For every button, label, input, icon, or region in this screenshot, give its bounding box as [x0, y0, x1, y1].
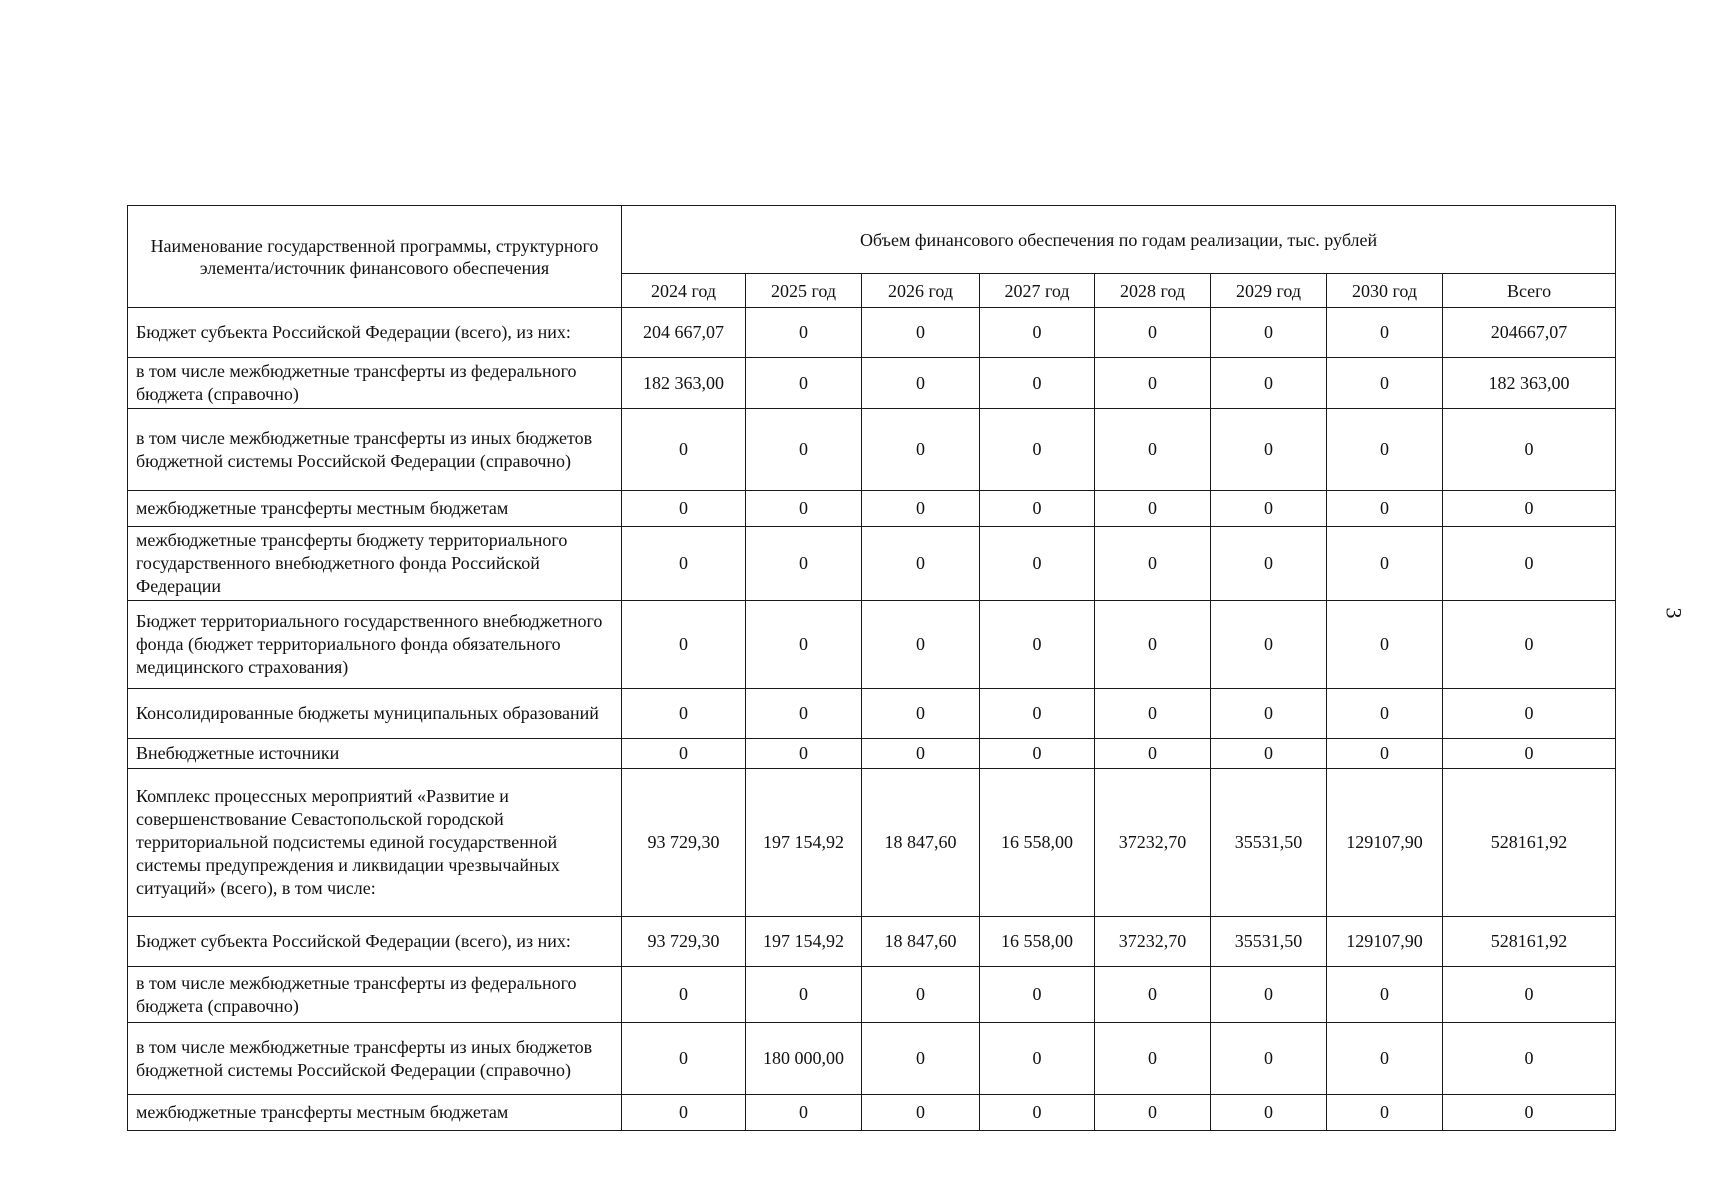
row-value-cell: 0 [746, 601, 862, 689]
row-value-cell: 0 [622, 601, 746, 689]
row-value-cell: 0 [1327, 308, 1443, 358]
table-row [128, 967, 1616, 1023]
row-total-cell: 0 [1443, 527, 1616, 601]
row-label: межбюджетные трансферты местным бюджетам [128, 1095, 622, 1131]
table-row [128, 491, 1616, 527]
row-value-cell: 0 [1327, 358, 1443, 409]
table-row [128, 917, 1616, 967]
row-value-cell: 0 [622, 967, 746, 1023]
row-value-cell: 37232,70 [1095, 769, 1211, 917]
row-value-cell: 0 [622, 1095, 746, 1131]
row-label: межбюджетные трансферты местным бюджетам [128, 491, 622, 527]
row-value-cell: 0 [1327, 689, 1443, 739]
year-header: 2028 год [1095, 274, 1211, 308]
row-value-cell: 0 [1211, 308, 1327, 358]
row-total-cell: 0 [1443, 601, 1616, 689]
row-value-cell: 0 [1095, 358, 1211, 409]
row-value-cell: 0 [862, 1095, 980, 1131]
row-total-cell: 0 [1443, 491, 1616, 527]
row-value-cell: 0 [1211, 358, 1327, 409]
row-value-cell: 0 [746, 1095, 862, 1131]
row-value-cell: 16 558,00 [980, 917, 1095, 967]
row-value-cell: 16 558,00 [980, 769, 1095, 917]
row-value-cell: 129107,90 [1327, 917, 1443, 967]
row-total-cell: 0 [1443, 689, 1616, 739]
row-value-cell: 0 [980, 739, 1095, 769]
row-value-cell: 182 363,00 [622, 358, 746, 409]
row-value-cell: 0 [1327, 739, 1443, 769]
row-total-cell: 0 [1443, 409, 1616, 491]
page-number: 3 [1661, 607, 1687, 619]
row-value-cell: 197 154,92 [746, 917, 862, 967]
row-value-cell: 0 [1095, 1023, 1211, 1095]
row-value-cell: 0 [980, 527, 1095, 601]
row-value-cell: 0 [862, 491, 980, 527]
row-value-cell: 35531,50 [1211, 769, 1327, 917]
row-value-cell: 0 [862, 1023, 980, 1095]
row-value-cell: 0 [862, 967, 980, 1023]
table-row [128, 601, 1616, 689]
row-value-cell: 0 [1211, 967, 1327, 1023]
table-row [128, 409, 1616, 491]
row-value-cell: 0 [1095, 491, 1211, 527]
row-value-cell: 18 847,60 [862, 769, 980, 917]
row-value-cell: 0 [980, 409, 1095, 491]
row-value-cell: 0 [1095, 601, 1211, 689]
row-value-cell: 0 [980, 1023, 1095, 1095]
row-value-cell: 0 [1211, 739, 1327, 769]
table-row [128, 769, 1616, 917]
row-value-cell: 204 667,07 [622, 308, 746, 358]
row-label: Бюджет субъекта Российской Федерации (всего), из них: [128, 917, 622, 967]
row-value-cell: 0 [622, 491, 746, 527]
row-value-cell: 0 [746, 967, 862, 1023]
year-header: 2024 год [622, 274, 746, 308]
row-value-cell: 0 [1211, 409, 1327, 491]
row-value-cell: 0 [1211, 601, 1327, 689]
row-label: Бюджет территориального государственного внебюджетного фонда (бюджет территориального фонда обязательного медицинского страхования) [128, 601, 622, 689]
table-row [128, 1023, 1616, 1095]
row-value-cell: 0 [1327, 527, 1443, 601]
row-value-cell: 0 [622, 1023, 746, 1095]
row-value-cell: 0 [622, 409, 746, 491]
table-row [128, 689, 1616, 739]
row-value-cell: 0 [1211, 491, 1327, 527]
table-row [128, 527, 1616, 601]
row-value-cell: 18 847,60 [862, 917, 980, 967]
row-label: в том числе межбюджетные трансферты из федерального бюджета (справочно) [128, 358, 622, 409]
row-total-cell: 528161,92 [1443, 769, 1616, 917]
row-value-cell: 0 [1095, 739, 1211, 769]
year-header: 2030 год [1327, 274, 1443, 308]
row-value-cell: 0 [1327, 967, 1443, 1023]
row-value-cell: 0 [980, 358, 1095, 409]
row-value-cell: 0 [622, 689, 746, 739]
volume-header: Объем финансового обеспечения по годам реализации, тыс. рублей [622, 206, 1616, 274]
row-value-cell: 0 [862, 527, 980, 601]
year-header: 2029 год [1211, 274, 1327, 308]
row-value-cell: 0 [622, 527, 746, 601]
row-value-cell: 93 729,30 [622, 769, 746, 917]
row-total-cell: 0 [1443, 967, 1616, 1023]
row-value-cell: 0 [862, 409, 980, 491]
row-value-cell: 0 [746, 739, 862, 769]
row-label: Консолидированные бюджеты муниципальных образований [128, 689, 622, 739]
row-value-cell: 0 [862, 308, 980, 358]
row-value-cell: 0 [746, 358, 862, 409]
row-value-cell: 0 [1327, 1023, 1443, 1095]
row-value-cell: 0 [1327, 1095, 1443, 1131]
name-column-header: Наименование государственной программы, структурного элемента/источник финансового обеспечения [128, 206, 622, 308]
row-value-cell: 0 [980, 491, 1095, 527]
year-header: 2026 год [862, 274, 980, 308]
row-value-cell: 0 [746, 689, 862, 739]
row-value-cell: 0 [1095, 409, 1211, 491]
row-value-cell: 0 [1095, 689, 1211, 739]
total-header: Всего [1443, 274, 1616, 308]
year-header: 2025 год [746, 274, 862, 308]
row-value-cell: 0 [1095, 527, 1211, 601]
row-value-cell: 0 [980, 967, 1095, 1023]
row-value-cell: 0 [980, 601, 1095, 689]
row-value-cell: 0 [1327, 601, 1443, 689]
row-value-cell: 0 [1211, 527, 1327, 601]
row-value-cell: 37232,70 [1095, 917, 1211, 967]
row-label: Внебюджетные источники [128, 739, 622, 769]
table-row [128, 739, 1616, 769]
row-total-cell: 528161,92 [1443, 917, 1616, 967]
year-header: 2027 год [980, 274, 1095, 308]
row-value-cell: 0 [1095, 1095, 1211, 1131]
table-row [128, 1095, 1616, 1131]
row-total-cell: 0 [1443, 1023, 1616, 1095]
row-value-cell: 0 [746, 527, 862, 601]
row-value-cell: 0 [1095, 308, 1211, 358]
row-value-cell: 0 [862, 601, 980, 689]
row-value-cell: 0 [980, 308, 1095, 358]
row-value-cell: 0 [1327, 491, 1443, 527]
row-value-cell: 0 [1211, 1023, 1327, 1095]
row-value-cell: 0 [862, 739, 980, 769]
table-row [128, 358, 1616, 409]
row-value-cell: 0 [862, 358, 980, 409]
row-total-cell: 204667,07 [1443, 308, 1616, 358]
row-value-cell: 197 154,92 [746, 769, 862, 917]
table-row [128, 308, 1616, 358]
row-total-cell: 182 363,00 [1443, 358, 1616, 409]
row-value-cell: 0 [980, 689, 1095, 739]
row-value-cell: 0 [1211, 1095, 1327, 1131]
row-label: межбюджетные трансферты бюджету территориального государственного внебюджетного фонда Российской Федерации [128, 527, 622, 601]
row-value-cell: 93 729,30 [622, 917, 746, 967]
row-label: в том числе межбюджетные трансферты из иных бюджетов бюджетной системы Российской Федерации (справочно) [128, 409, 622, 491]
row-label: Комплекс процессных мероприятий «Развитие и совершенствование Севастопольской городской территориальной подсистемы единой государственной системы предупреждения и ликвидации чрезвычайных ситуаций» (всего), в том числе: [128, 769, 622, 917]
row-label: Бюджет субъекта Российской Федерации (всего), из них: [128, 308, 622, 358]
row-value-cell: 129107,90 [1327, 769, 1443, 917]
row-value-cell: 0 [746, 308, 862, 358]
table-body [128, 308, 1616, 1131]
row-value-cell: 35531,50 [1211, 917, 1327, 967]
row-value-cell: 0 [1327, 409, 1443, 491]
row-total-cell: 0 [1443, 1095, 1616, 1131]
financing-table [127, 205, 1616, 1131]
row-value-cell: 0 [1211, 689, 1327, 739]
row-value-cell: 180 000,00 [746, 1023, 862, 1095]
row-value-cell: 0 [862, 689, 980, 739]
row-value-cell: 0 [622, 739, 746, 769]
row-value-cell: 0 [1095, 967, 1211, 1023]
row-total-cell: 0 [1443, 739, 1616, 769]
row-value-cell: 0 [746, 409, 862, 491]
row-value-cell: 0 [746, 491, 862, 527]
row-label: в том числе межбюджетные трансферты из иных бюджетов бюджетной системы Российской Федерации (справочно) [128, 1023, 622, 1095]
row-label: в том числе межбюджетные трансферты из федерального бюджета (справочно) [128, 967, 622, 1023]
row-value-cell: 0 [980, 1095, 1095, 1131]
